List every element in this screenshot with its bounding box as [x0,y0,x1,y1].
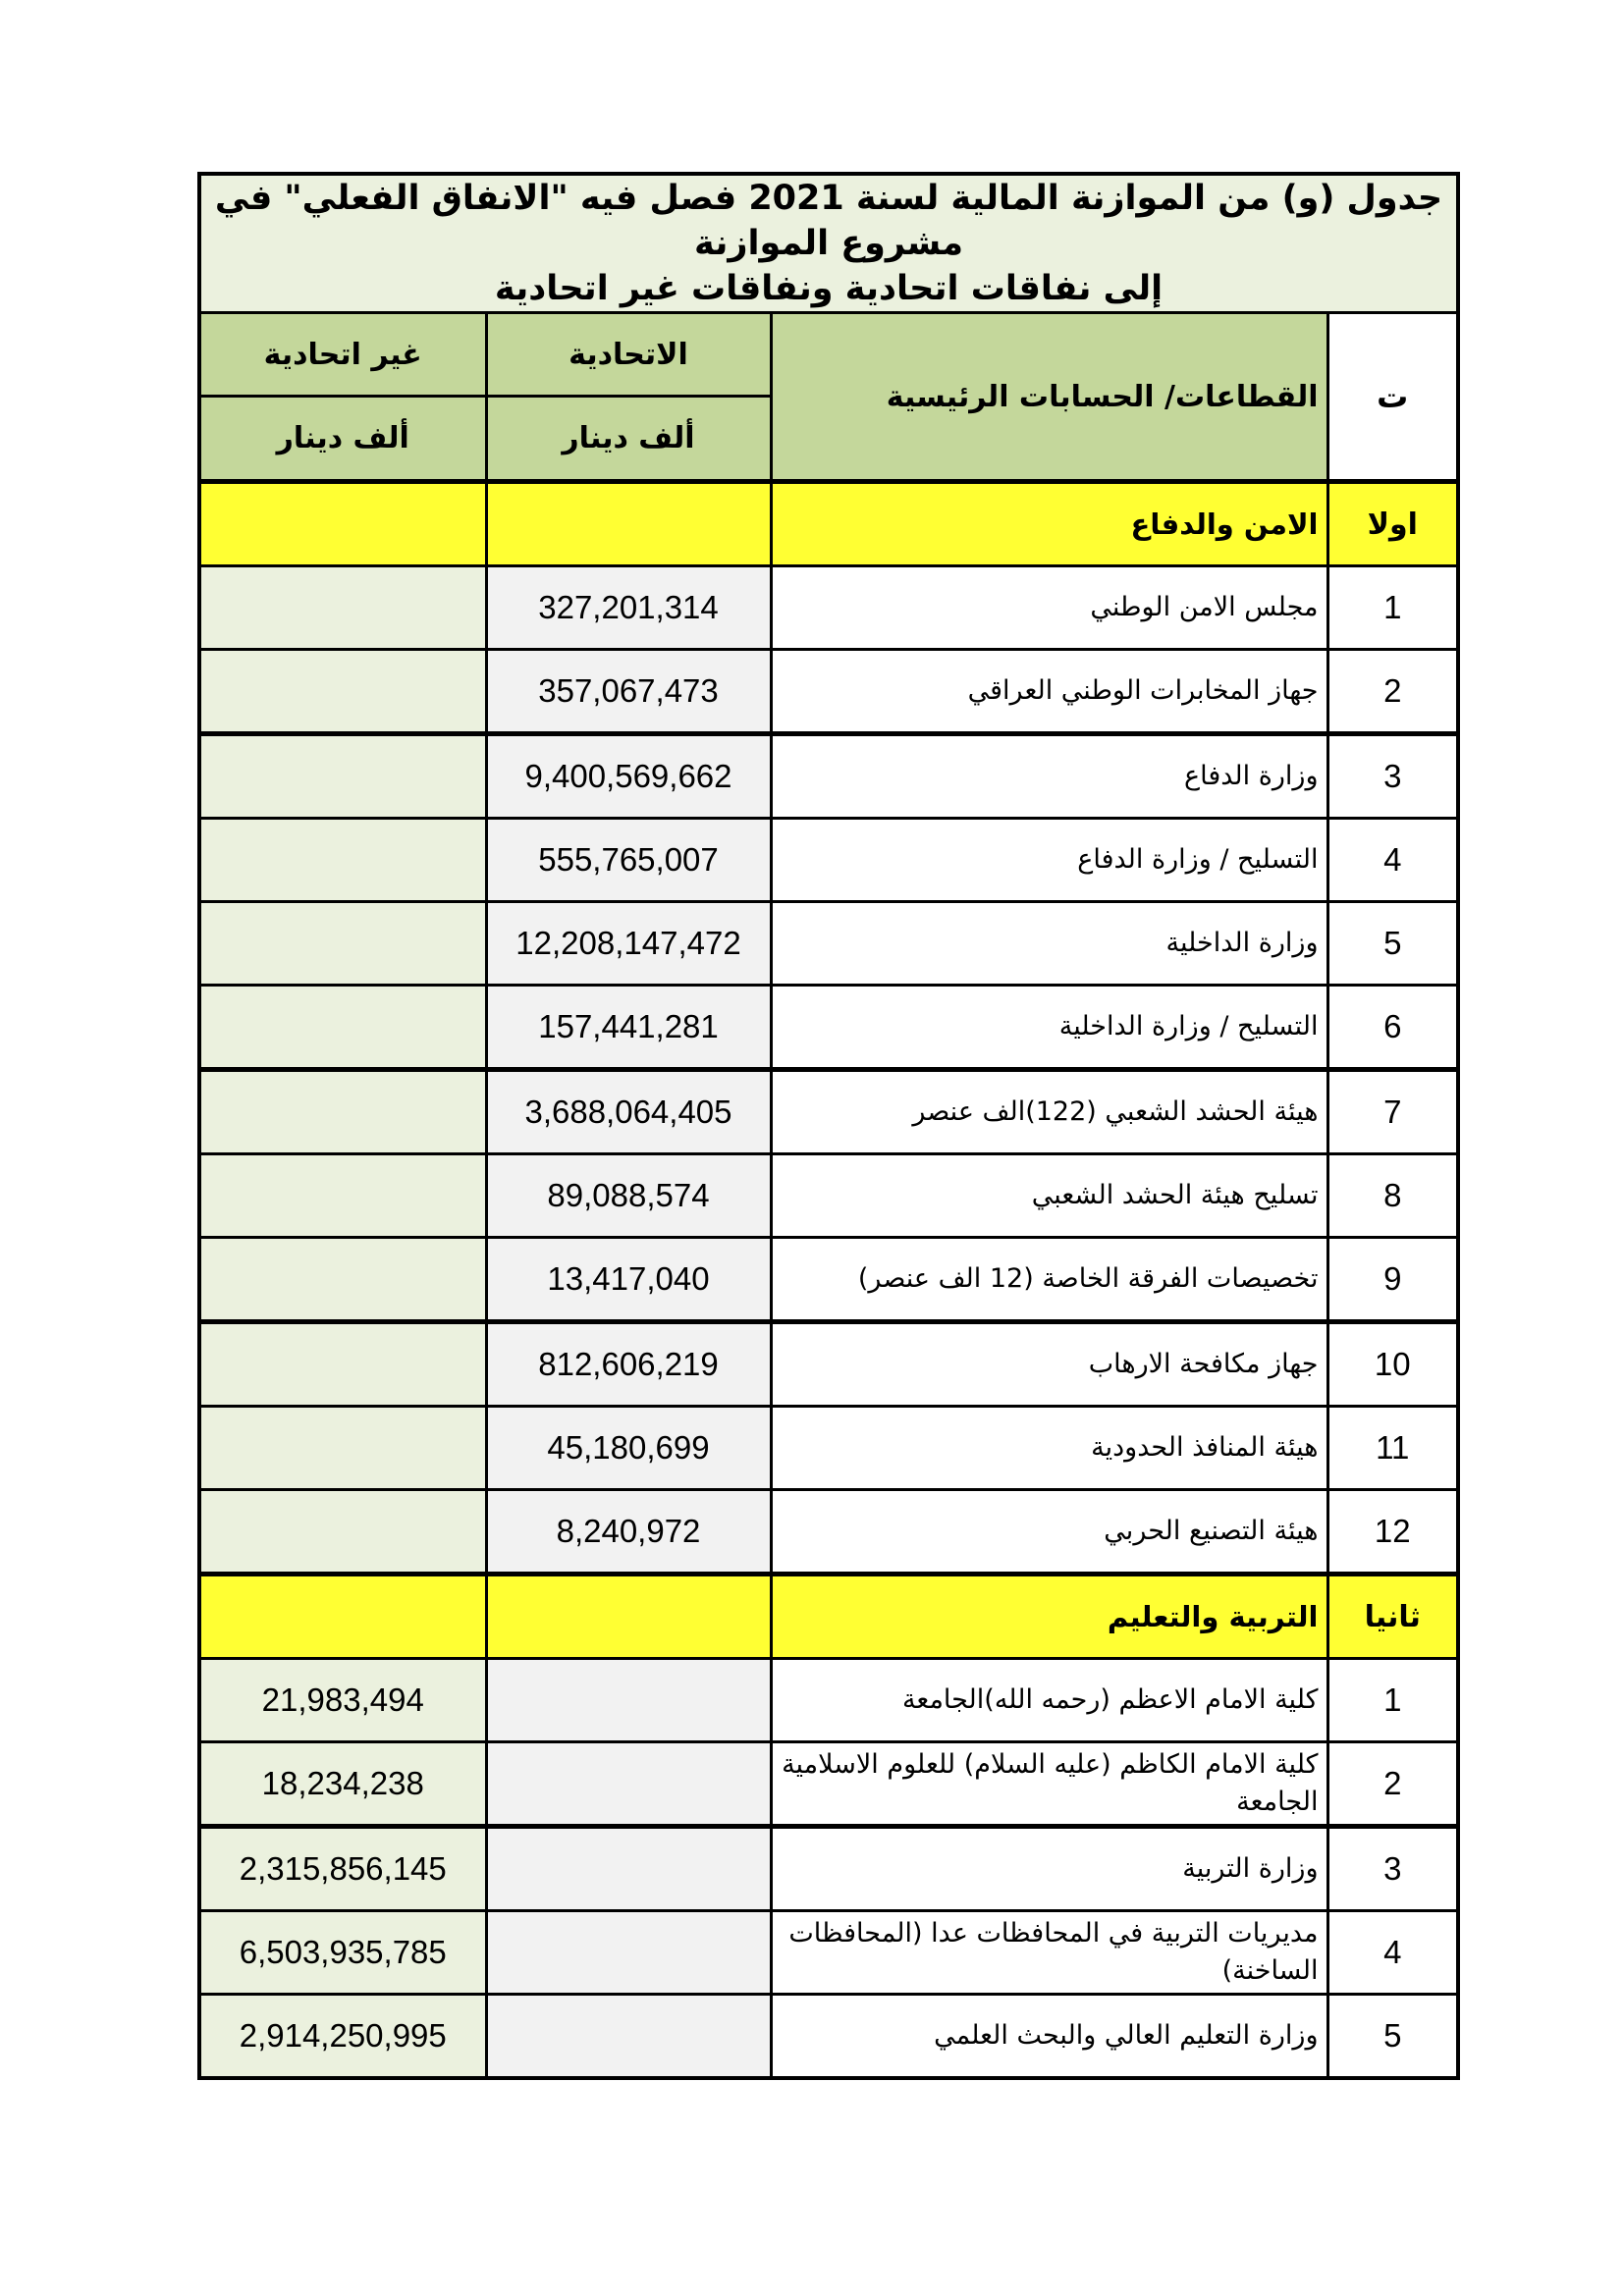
table-row [199,819,1458,902]
row-number: 2 [1327,650,1458,734]
account-name: كلية الامام الكاظم (عليه السلام) للعلوم الاسلامية الجامعة [771,1742,1327,1827]
header-federal-unit: ألف دينار [486,397,771,482]
header-sector-name: القطاعات/ الحسابات الرئيسية [771,313,1327,482]
account-name: مجلس الامن الوطني [771,566,1327,650]
table-title [199,174,1458,313]
nonfederal-value [199,902,486,986]
nonfederal-value [199,1238,486,1322]
nonfederal-value: 18,234,238 [199,1742,486,1827]
account-name: هيئة المنافذ الحدودية [771,1407,1327,1490]
title-line-1: جدول (و) من الموازنة المالية لسنة 2021 فصل فيه "الانفاق الفعلي" في مشروع الموازنة [214,179,1443,263]
account-name: وزارة الدفاع [771,734,1327,819]
table-row [199,566,1458,650]
row-number: 5 [1327,902,1458,986]
federal-value [486,1659,771,1742]
table-row [199,986,1458,1070]
federal-value [486,1827,771,1911]
header-number: ت [1327,313,1458,482]
row-number: 10 [1327,1322,1458,1407]
nonfederal-value [199,986,486,1070]
nonfederal-value [199,819,486,902]
federal-value [486,1995,771,2079]
row-number: 9 [1327,1238,1458,1322]
row-number: 1 [1327,1659,1458,1742]
federal-value: 45,180,699 [486,1407,771,1490]
federal-value: 3,688,064,405 [486,1070,771,1154]
header-nonfederal-unit: ألف دينار [199,397,486,482]
header-federal: الاتحادية [486,313,771,397]
account-name: تسليح هيئة الحشد الشعبي [771,1154,1327,1238]
federal-value: 89,088,574 [486,1154,771,1238]
section-federal-cell [486,482,771,566]
nonfederal-value: 6,503,935,785 [199,1911,486,1995]
federal-value: 327,201,314 [486,566,771,650]
account-name: كلية الامام الاعظم (رحمه الله)الجامعة [771,1659,1327,1742]
row-number: 7 [1327,1070,1458,1154]
row-number: 6 [1327,986,1458,1070]
federal-value: 812,606,219 [486,1322,771,1407]
federal-value [486,1911,771,1995]
federal-value: 9,400,569,662 [486,734,771,819]
account-name: هيئة التصنيع الحربي [771,1490,1327,1575]
table-row [199,1407,1458,1490]
account-name: تخصيصات الفرقة الخاصة (12 الف عنصر) [771,1238,1327,1322]
table-row [199,1742,1458,1827]
row-number: 12 [1327,1490,1458,1575]
account-name: مديريات التربية في المحافظات عدا (المحافظات الساخنة) [771,1911,1327,1995]
budget-table [197,172,1460,2080]
nonfederal-value: 2,914,250,995 [199,1995,486,2079]
nonfederal-value [199,1070,486,1154]
account-name: جهاز مكافحة الارهاب [771,1322,1327,1407]
federal-value: 357,067,473 [486,650,771,734]
table-row [199,1070,1458,1154]
federal-value: 12,208,147,472 [486,902,771,986]
row-number: 11 [1327,1407,1458,1490]
federal-value: 555,765,007 [486,819,771,902]
header-nonfederal: غير اتحادية [199,313,486,397]
account-name: وزارة التعليم العالي والبحث العلمي [771,1995,1327,2079]
section-federal-cell [486,1575,771,1659]
nonfederal-value [199,1154,486,1238]
account-name: وزارة الداخلية [771,902,1327,986]
row-number: 1 [1327,566,1458,650]
table-row [199,650,1458,734]
row-number: 3 [1327,1827,1458,1911]
table-row [199,902,1458,986]
title-line-2: إلى نفاقات اتحادية ونفاقات غير اتحادية [494,269,1164,308]
section-number: ثانيا [1327,1575,1458,1659]
row-number: 3 [1327,734,1458,819]
table-row [199,1659,1458,1742]
nonfederal-value [199,734,486,819]
nonfederal-value [199,650,486,734]
account-name: التسليح / وزارة الداخلية [771,986,1327,1070]
row-number: 4 [1327,1911,1458,1995]
table-row [199,1911,1458,1995]
nonfederal-value [199,1322,486,1407]
section-row [199,1575,1458,1659]
account-name: التسليح / وزارة الدفاع [771,819,1327,902]
section-number: اولا [1327,482,1458,566]
section-label: التربية والتعليم [771,1575,1327,1659]
section-row [199,482,1458,566]
federal-value: 157,441,281 [486,986,771,1070]
table-row [199,1238,1458,1322]
nonfederal-value [199,1490,486,1575]
table-row [199,1995,1458,2079]
header-row-1 [199,313,1458,397]
table-row [199,1154,1458,1238]
row-number: 4 [1327,819,1458,902]
account-name: هيئة الحشد الشعبي (122)الف عنصر [771,1070,1327,1154]
row-number: 8 [1327,1154,1458,1238]
section-nonfederal-cell [199,482,486,566]
nonfederal-value [199,1407,486,1490]
table-row [199,1322,1458,1407]
nonfederal-value [199,566,486,650]
federal-value: 8,240,972 [486,1490,771,1575]
row-number: 5 [1327,1995,1458,2079]
federal-value [486,1742,771,1827]
section-label: الامن والدفاع [771,482,1327,566]
section-nonfederal-cell [199,1575,486,1659]
title-row [199,174,1458,313]
table-row [199,1490,1458,1575]
row-number: 2 [1327,1742,1458,1827]
nonfederal-value: 2,315,856,145 [199,1827,486,1911]
table-row [199,1827,1458,1911]
nonfederal-value: 21,983,494 [199,1659,486,1742]
account-name: جهاز المخابرات الوطني العراقي [771,650,1327,734]
table-row [199,734,1458,819]
federal-value: 13,417,040 [486,1238,771,1322]
account-name: وزارة التربية [771,1827,1327,1911]
